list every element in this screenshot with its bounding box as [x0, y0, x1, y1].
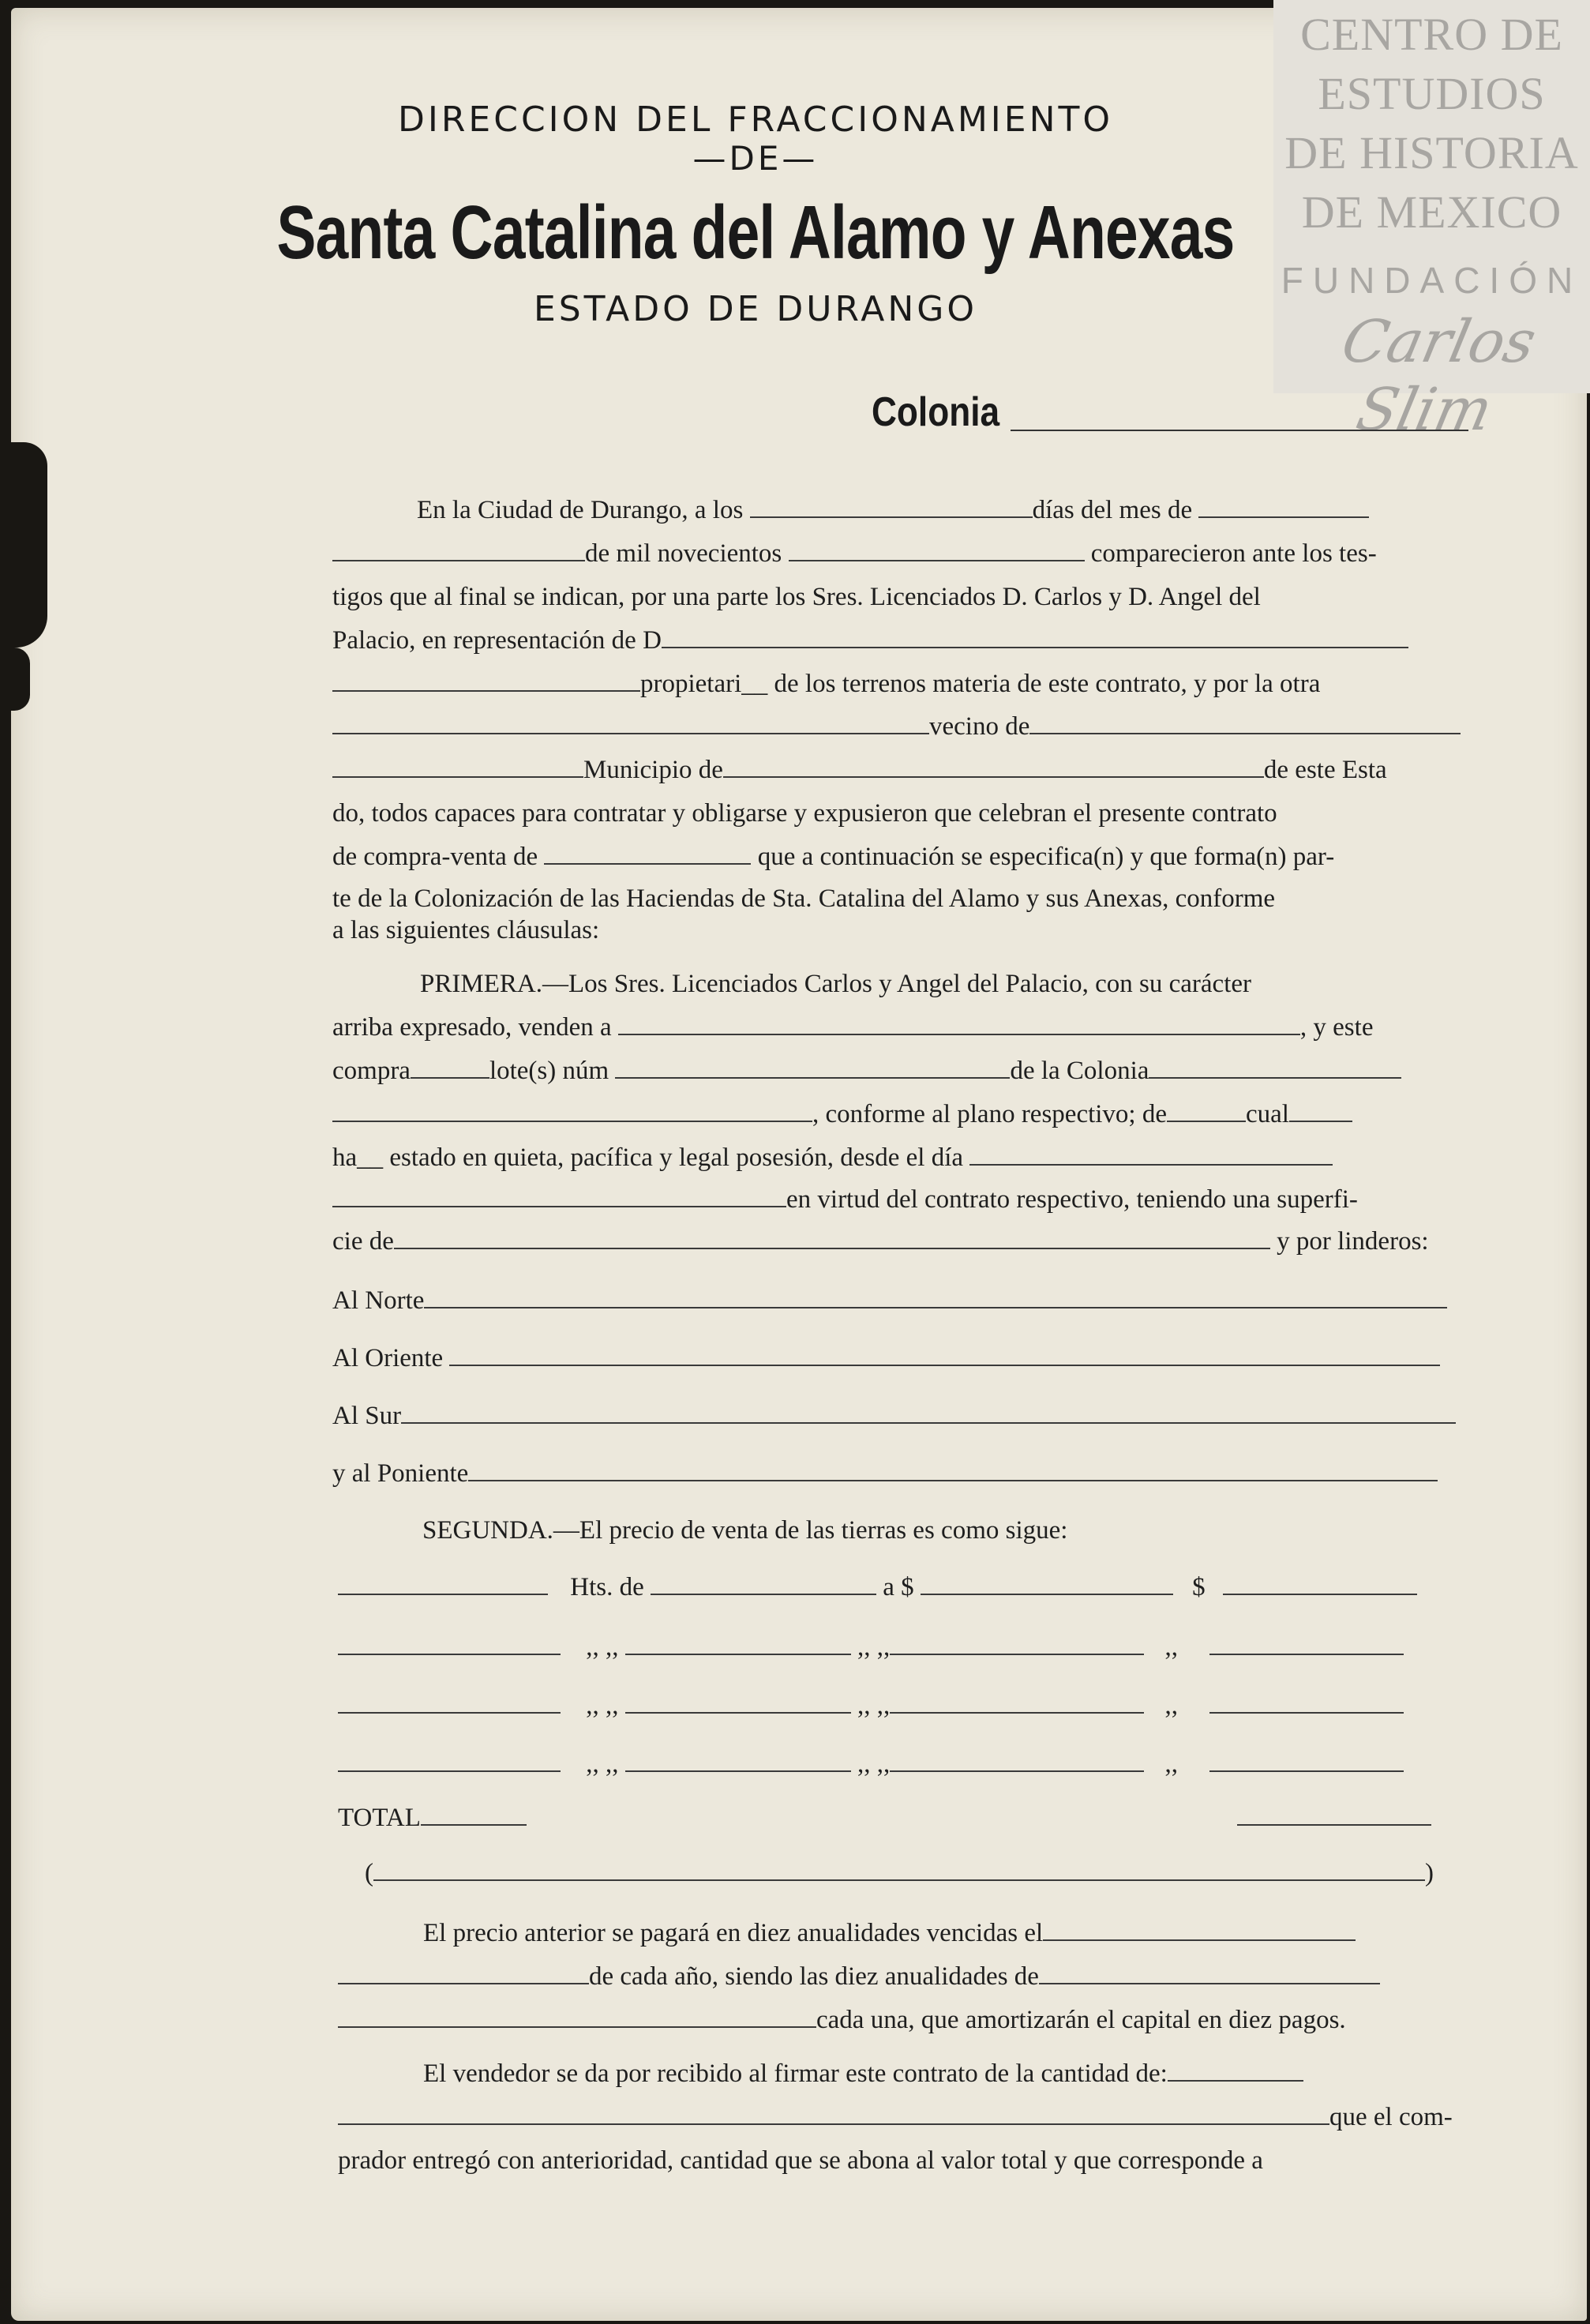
price-row — [338, 1571, 1483, 1603]
text: ,, — [1164, 1691, 1178, 1720]
text-line — [332, 841, 1477, 873]
blank-field[interactable] — [338, 1573, 548, 1595]
text: cual — [1246, 1100, 1289, 1128]
blank-field[interactable] — [1198, 496, 1369, 518]
blank-field[interactable] — [338, 1691, 561, 1714]
text: de cada año, siendo las diez anualidades de — [589, 1962, 1039, 1991]
price-row — [338, 1631, 1483, 1663]
blank-field[interactable] — [544, 843, 751, 865]
text: días del mes de — [1032, 496, 1193, 524]
blank-field[interactable] — [1237, 1804, 1431, 1826]
blank-field[interactable] — [468, 1459, 1438, 1481]
text: y al Poniente — [332, 1459, 469, 1488]
text-line — [420, 968, 1475, 1000]
blank-field[interactable] — [1289, 1100, 1352, 1122]
blank-field[interactable] — [332, 712, 929, 734]
watermark-signature: Carlos Slim — [1336, 308, 1542, 444]
text: prador entregó con anterioridad, cantidad que se abona al valor total y que corresponde a — [338, 2146, 1263, 2175]
text: ,, ,, — [586, 1750, 619, 1778]
text: , y este — [1299, 1013, 1374, 1042]
text: propietari__ — [640, 670, 768, 698]
price-row — [338, 1748, 1483, 1780]
blank-field[interactable] — [651, 1573, 876, 1595]
text: ,, — [1164, 1633, 1178, 1661]
text: arriba expresado, venden a — [332, 1013, 612, 1042]
text-line — [423, 1917, 1478, 1949]
text: te de la Colonización de las Haciendas de Sta. Catalina del Alamo y sus Anexas, conforme — [332, 884, 1276, 913]
blank-field[interactable] — [662, 626, 1408, 648]
text-line — [338, 2004, 1483, 2036]
text-line — [423, 2058, 1478, 2089]
text-line — [332, 883, 1477, 914]
watermark-line: DE MEXICO — [1301, 186, 1562, 238]
document-title: Santa Catalina del Alamo y Anexas — [276, 190, 1235, 275]
text: de los terrenos materia de este contrato, y por la otra — [774, 670, 1321, 698]
watermark-line: DE HISTORIA — [1284, 127, 1579, 178]
blank-field[interactable] — [625, 1633, 851, 1655]
colonia-field[interactable] — [1011, 430, 1468, 431]
text: ,, ,, — [586, 1633, 619, 1661]
text-line — [332, 1055, 1477, 1087]
text: El precio anterior se pagará en diez anualidades vencidas el — [423, 1919, 1044, 1947]
blank-field[interactable] — [1043, 1919, 1356, 1941]
text: vecino de — [929, 712, 1030, 741]
text: ( — [365, 1859, 373, 1887]
text-line — [338, 2145, 1483, 2176]
text-line — [332, 711, 1477, 742]
blank-field[interactable] — [890, 1750, 1144, 1772]
text-line — [332, 914, 1477, 946]
text: de este Esta — [1263, 756, 1387, 784]
text: ,, ,, — [857, 1633, 891, 1661]
text-line — [332, 1098, 1477, 1130]
text-line — [338, 1961, 1483, 1992]
blank-field[interactable] — [750, 496, 1033, 518]
lindero-oriente — [332, 1342, 1477, 1374]
blank-field[interactable] — [618, 1013, 1300, 1035]
blank-field[interactable] — [1167, 1100, 1246, 1122]
blank-field[interactable] — [332, 670, 640, 692]
blank-field[interactable] — [1029, 712, 1461, 734]
blank-field[interactable] — [1168, 2059, 1303, 2082]
text-line — [332, 625, 1477, 656]
blank-field[interactable] — [332, 1100, 812, 1122]
blank-field[interactable] — [1209, 1691, 1404, 1714]
blank-field[interactable] — [338, 1633, 561, 1655]
amount-words-row — [365, 1857, 1509, 1889]
text-line — [332, 798, 1477, 829]
text-line — [417, 494, 1475, 526]
watermark-line: CENTRO DE — [1300, 9, 1563, 60]
text-line — [332, 581, 1477, 613]
watermark-line: ESTUDIOS — [1318, 68, 1546, 119]
blank-field[interactable] — [1149, 1057, 1401, 1079]
blank-field[interactable] — [625, 1750, 851, 1772]
text: , conforme al plano respectivo; de — [812, 1100, 1167, 1128]
text: Al Oriente — [332, 1344, 444, 1372]
blank-field[interactable] — [625, 1691, 851, 1714]
blank-field[interactable] — [449, 1344, 1440, 1366]
total-row — [338, 1802, 1483, 1834]
blank-field[interactable] — [338, 1750, 561, 1772]
lindero-sur — [332, 1400, 1477, 1432]
text: cada una, que amortizarán el capital en diez pagos. — [816, 2006, 1346, 2034]
text: y por linderos: — [1277, 1227, 1429, 1256]
text: compra — [332, 1057, 411, 1085]
text-line — [332, 1142, 1477, 1173]
text-line — [332, 1184, 1477, 1215]
text: que a continuación se especifica(n) y que forma(n) par- — [757, 843, 1335, 871]
text: TOTAL — [338, 1804, 421, 1832]
text: de la Colonia — [1010, 1057, 1149, 1085]
header-line2: —DE— — [692, 139, 819, 178]
blank-field[interactable] — [789, 539, 1085, 561]
blank-field[interactable] — [421, 1804, 527, 1826]
text: $ — [1192, 1573, 1206, 1601]
text: que el com- — [1329, 2103, 1453, 2131]
torn-edge — [0, 648, 30, 711]
blank-field[interactable] — [723, 756, 1264, 778]
header-line1: DIRECCION DEL FRACCIONAMIENTO — [397, 99, 1114, 140]
text: tigos que al final se indican, por una parte los Sres. Licenciados D. Carlos y D. Angel del — [332, 583, 1261, 611]
text: ,, ,, — [586, 1691, 619, 1720]
text-line — [332, 668, 1477, 700]
text: a $ — [883, 1573, 914, 1601]
text: Hts. de — [570, 1573, 644, 1601]
text-line — [422, 1515, 1477, 1546]
text: SEGUNDA.—El precio de venta de las tierras es como sigue: — [422, 1516, 1068, 1545]
blank-field[interactable] — [338, 1962, 589, 1984]
blank-field[interactable] — [890, 1633, 1144, 1655]
text: do, todos capaces para contratar y obligarse y expusieron que celebran el presente contrato — [332, 799, 1277, 828]
text: Municipio de — [583, 756, 723, 784]
text: en virtud del contrato respectivo, teniendo una superfi- — [786, 1185, 1358, 1214]
blank-field[interactable] — [332, 1185, 786, 1207]
lindero-norte — [332, 1285, 1477, 1316]
blank-field[interactable] — [332, 539, 585, 561]
text: ,, ,, — [857, 1750, 891, 1778]
blank-field[interactable] — [332, 756, 583, 778]
blank-field[interactable] — [338, 2006, 816, 2028]
blank-field[interactable] — [401, 1402, 1456, 1424]
blank-field[interactable] — [890, 1691, 1144, 1714]
text: ,, ,, — [857, 1691, 891, 1720]
blank-field[interactable] — [1223, 1573, 1417, 1595]
blank-field[interactable] — [411, 1057, 489, 1079]
blank-field[interactable] — [1039, 1962, 1380, 1984]
text: En la Ciudad de Durango, a los — [417, 496, 744, 524]
text: comparecieron ante los tes- — [1090, 539, 1377, 568]
text: a las siguientes cláusulas: — [332, 916, 600, 944]
watermark-fundacion: FUNDACIÓN — [1281, 260, 1583, 301]
blank-field[interactable] — [424, 1286, 1447, 1308]
text-line — [332, 1226, 1477, 1257]
text: de mil novecientos — [585, 539, 782, 568]
text: ,, — [1164, 1750, 1178, 1778]
text: Al Sur — [332, 1402, 402, 1430]
text-line — [332, 538, 1477, 569]
text: cie de — [332, 1227, 394, 1256]
blank-field[interactable] — [921, 1573, 1173, 1595]
text-line — [338, 2101, 1483, 2133]
text: de compra-venta de — [332, 843, 538, 871]
blank-field[interactable] — [1209, 1750, 1404, 1772]
blank-field[interactable] — [615, 1057, 1010, 1079]
blank-field[interactable] — [394, 1227, 1270, 1249]
blank-field[interactable] — [373, 1859, 1425, 1881]
colonia-label: Colonia — [872, 389, 1000, 435]
text: El vendedor se da por recibido al firmar este contrato de la cantidad de: — [423, 2059, 1168, 2088]
blank-field[interactable] — [338, 2103, 1329, 2125]
text-line — [332, 1012, 1477, 1043]
text: lote(s) núm — [489, 1057, 609, 1085]
blank-field[interactable] — [1209, 1633, 1404, 1655]
lindero-poniente — [332, 1458, 1477, 1489]
text: PRIMERA.—Los Sres. Licenciados Carlos y Angel del Palacio, con su carácter — [420, 970, 1252, 998]
text: Palacio, en representación de D — [332, 626, 662, 655]
text-line — [332, 754, 1477, 786]
torn-edge — [0, 442, 47, 648]
text: ha__ estado en quieta, pacífica y legal posesión, desde el día — [332, 1143, 964, 1172]
text: ) — [1425, 1859, 1434, 1887]
header-state: ESTADO DE DURANGO — [533, 289, 978, 329]
blank-field[interactable] — [969, 1143, 1333, 1166]
text: Al Norte — [332, 1286, 425, 1315]
price-row — [338, 1690, 1483, 1721]
